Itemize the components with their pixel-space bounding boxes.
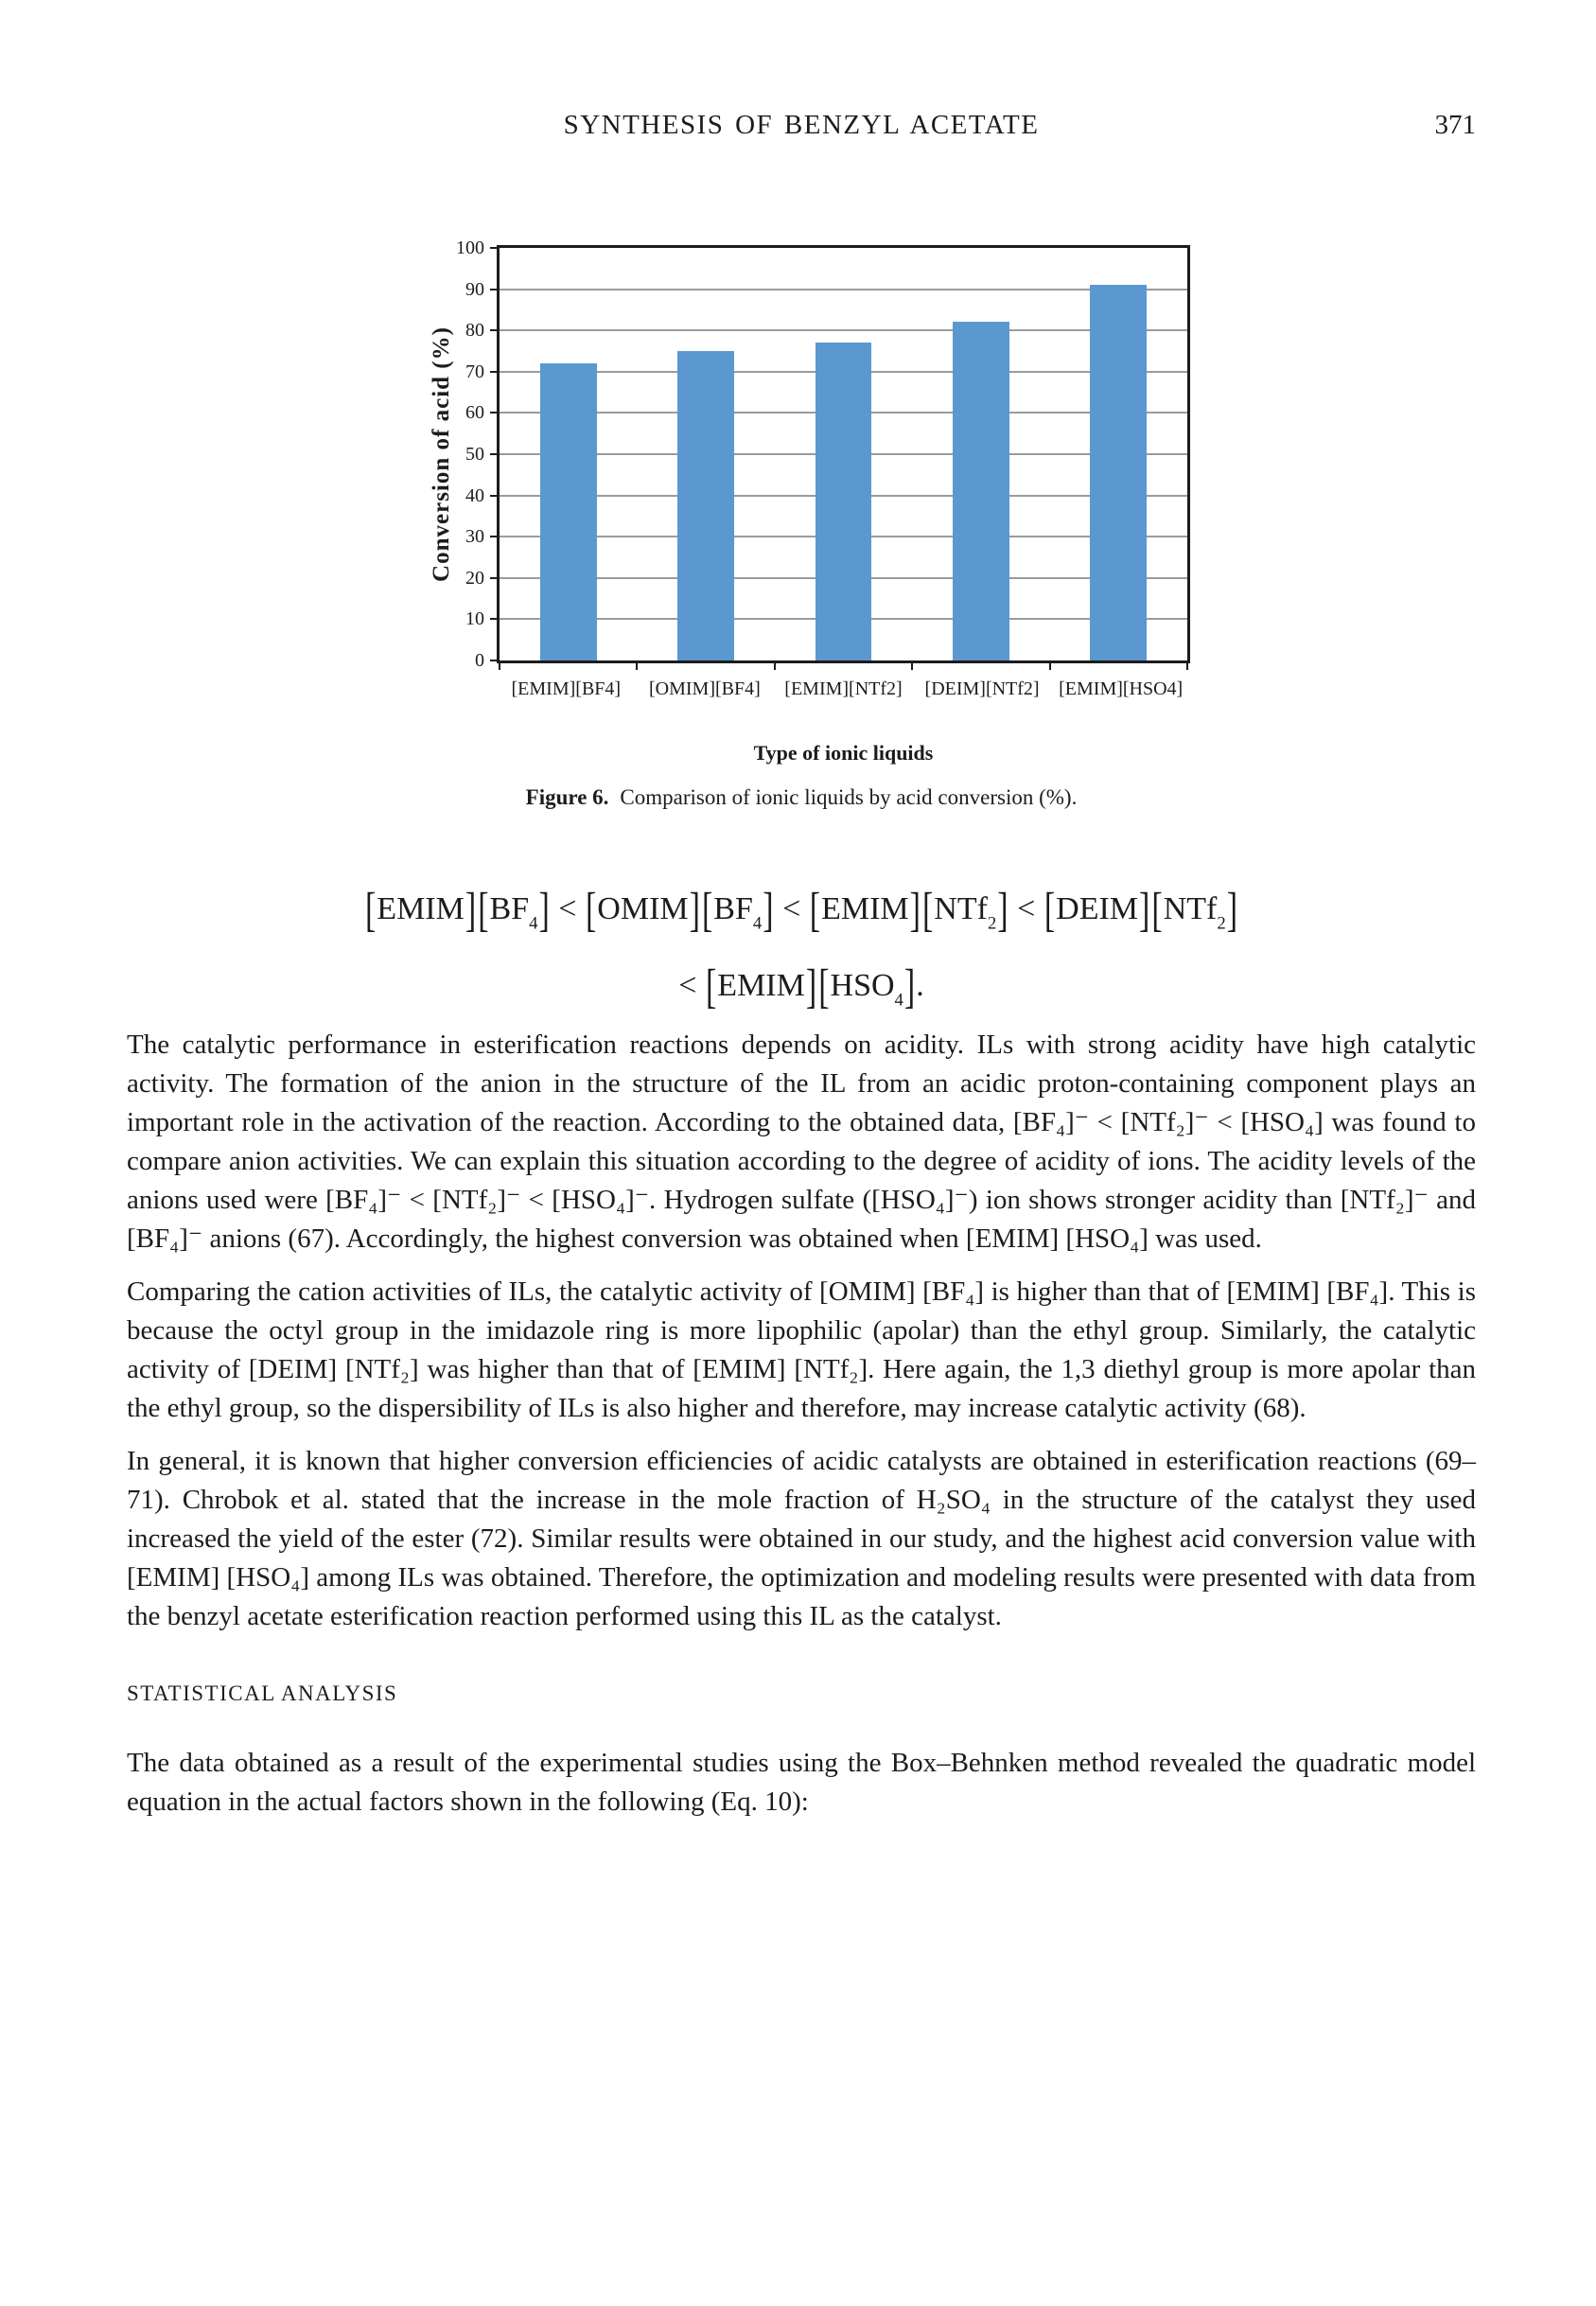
y-tick [490,247,500,249]
y-tick [490,618,500,620]
x-tick [1049,660,1051,670]
body-paragraph-2: Comparing the cation activities of ILs, the catalytic activity of [OMIM] [BF₄] is higher than that of [EMIM] [BF₄]. This is because the octyl group in the imidazole ring is more lipophilic (apolar) than the ethyl group. Similarly, the catalytic activity of [DEIM] [NTf₂] was higher than that of [EMIM] [NTf₂]. Here again, the 1,3 diethyl group is more apolar than the ethyl group, so the dispersibility of ILs is also higher and therefore, may increase catalytic activity (68). [127,1276,1476,1423]
equation-block [127,878,1476,1032]
x-tick [774,660,776,670]
y-tick [490,412,500,414]
y-tick-label: 30 [465,526,484,548]
category-label: [EMIM][NTf2] [784,678,903,699]
y-tick-label: 50 [465,444,484,465]
running-head-title: SYNTHESIS OF BENZYL ACETATE [563,110,1040,140]
y-tick-label: 90 [465,278,484,300]
y-tick-label: 40 [465,484,484,506]
figure-caption-label: Figure 6. [525,785,609,809]
category-label: [OMIM][BF4] [649,678,761,699]
bar [1090,285,1147,660]
equation-line-1: $[EMIM][BF_4]$ < $[OMIM][BF_4]$ < [EMIM][NTf$_2$] < [DEIM][NTf$_2$] [364,884,1238,938]
y-tick-label: 10 [465,608,484,630]
bar [540,363,597,660]
bar-chart-figure [416,238,1192,794]
category-label: [EMIM][BF4] [511,678,622,699]
chart-x-axis-label: Type of ionic liquids [753,741,934,765]
chart-y-axis-label: Conversion of acid (%) [429,326,454,582]
y-tick [490,495,500,497]
category-label: [DEIM][NTf2] [924,678,1040,699]
x-tick [911,660,913,670]
equation-line-2: < $[EMIM][HSO_4]$. [678,960,924,1014]
y-tick-label: 0 [475,650,484,671]
y-tick [490,329,500,331]
bar [953,322,1009,660]
chart-categories [497,678,1190,700]
y-tick-label: 80 [465,320,484,342]
body-paragraph-1: The catalytic performance in esterification reactions depends on acidity. ILs with strong acidity have high catalytic activity. The formation of the anion in the structure of the IL from an acidic proton-containing component plays an important role in the activation of the reaction. According to the obtained data, [BF₄]⁻ < [NTf₂]⁻ < [HSO₄] was found to compare anion activities. We can explain this situation according to the degree of acidity of ions. The acidity levels of the anions used were [BF₄]⁻ < [NTf₂]⁻ < [HSO₄]⁻. Hydrogen sulfate ([HSO₄]⁻) ion shows stronger acidity than [NTf₂]⁻ and [BF₄]⁻ anions (67). Accordingly, the highest conversion was obtained when [EMIM] [HSO₄] was used. [127,1030,1476,1254]
section-heading: STATISTICAL ANALYSIS [127,1681,398,1705]
x-tick [1186,660,1188,670]
x-tick [499,660,500,670]
y-tick [490,536,500,537]
page-number: 371 [1434,110,1476,140]
chart-plot [456,238,1190,671]
y-tick-label: 70 [465,361,484,382]
y-tick [490,453,500,455]
grid-line [500,289,1187,290]
y-tick-label: 20 [465,567,484,589]
y-tick [490,371,500,373]
bar [677,351,734,660]
x-tick [636,660,638,670]
category-label: [EMIM][HSO4] [1059,678,1184,699]
y-tick-label: 60 [465,402,484,424]
body-text [127,1026,1476,1836]
bar [816,343,872,660]
y-tick [490,577,500,579]
body-paragraph-3: In general, it is known that higher conversion efficiencies of acidic catalysts are obtained in esterification reactions (69–71). Chrobok et al. stated that the increase in the mole fraction of H₂SO₄ in the structure of the catalyst they used increased the yield of the ester (72). Similar results were obtained in our study, and the highest acid conversion value with [EMIM] [HSO₄] among ILs was obtained. Therefore, the optimization and modeling results were presented with data from the benzyl acetate esterification reaction performed using this IL as the catalyst. [127,1446,1476,1631]
figure-caption [127,785,1476,810]
y-tick [490,289,500,290]
figure-caption-text: Comparison of ionic liquids by acid conversion (%). [620,785,1078,809]
body-paragraph-4: The data obtained as a result of the experimental studies using the Box–Behnken method revealed the quadratic model equation in the actual factors shown in the following (Eq. 10): [127,1748,1476,1817]
y-tick-label: 100 [456,238,484,258]
grid-line [500,329,1187,331]
